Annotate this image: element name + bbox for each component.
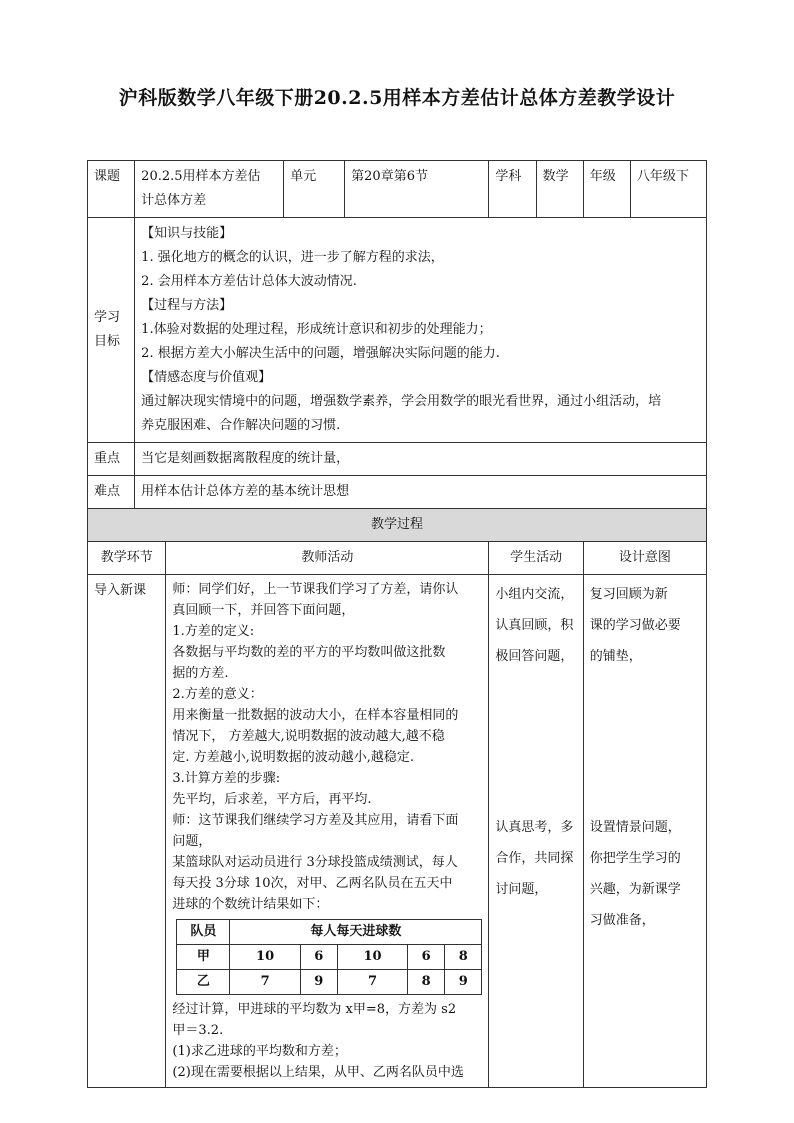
key-point-row [88,443,707,476]
objective-line: 2. 会用样本方差估计总体大波动情况. [141,274,357,289]
teacher-line: 经过计算，甲进球的平均数为 x甲=8，方差为 s2 [172,1002,457,1017]
score-header-player: 队员 [177,920,230,945]
student-line: 小组内交流， [495,587,574,602]
process-header: 教学过程 [88,509,707,542]
score-row-yi [177,970,482,995]
difficulty-label: 难点 [88,476,135,509]
document-title: 沪科版数学八年级下册20.2.5用样本方差估计总体方差教学设计 [118,87,676,109]
objectives-row [88,218,707,443]
teacher-line: 甲＝3.2. [172,1023,224,1038]
teacher-line: 每天投 3分球 10次，对甲、乙两名队员在五天中 [172,876,453,891]
process-header-row [88,509,707,542]
objective-line: 【知识与技能】 [141,226,233,241]
teacher-line: 1.方差的定义: [172,624,255,639]
topic-value: 20.2.5用样本方差估 计总体方差 [135,161,284,218]
design-line: 习做准备， [589,913,655,928]
teacher-line: (1)求乙进球的平均数和方差； [172,1044,347,1059]
key-point-value: 当它是刻画数据离散程度的统计量， [135,443,707,476]
col-stage: 教学环节 [88,542,166,575]
score-cell: 9 [300,970,337,995]
col-student: 学生活动 [489,542,583,575]
teacher-line: 用来衡量一批数据的波动大小，在样本容量相同的 [172,708,459,723]
student-line: 极回答问题， [495,649,574,664]
unit-value: 第20章第6节 [345,161,489,218]
player-name: 甲 [177,945,230,970]
student-line: 认真回顾，积 [495,618,574,633]
score-cell: 9 [445,970,482,995]
intro-row [88,575,707,1088]
score-cell: 6 [408,945,445,970]
objectives-label: 学习 目标 [88,218,135,443]
teacher-line: 2.方差的意义： [172,687,263,702]
unit-label: 单元 [284,161,345,218]
column-header-row [88,542,707,575]
score-cell: 7 [230,970,300,995]
grade-label: 年级 [583,161,630,218]
student-line: 讨问题， [495,882,548,897]
info-row [88,161,707,218]
teacher-line: 问题， [172,834,212,849]
design-line: 你把学生学习的 [589,851,681,866]
student-line: 合作，共同探 [495,851,574,866]
student-line: 认真思考，多 [495,820,574,835]
key-point-label: 重点 [88,443,135,476]
teacher-line: 真回顾一下，并回答下面问题， [172,603,355,618]
teacher-line: 师：同学们好，上一节课我们学习了方差，请你认 [172,582,459,597]
score-row-jia [177,945,482,970]
score-cell: 7 [337,970,407,995]
teacher-line: 先平均，后求差，平方后，再平均. [172,792,372,807]
score-cell: 10 [230,945,300,970]
objective-line: 1. 强化地方的概念的认识，进一步了解方程的求法， [141,250,444,265]
stage-name: 导入新课 [88,575,166,1088]
subject-value: 数学 [536,161,583,218]
teacher-line: 据的方差. [172,666,229,681]
design-line: 复习回顾为新 [589,587,668,602]
teacher-line: 各数据与平均数的差的平方的平均数叫做这批数 [172,645,446,660]
design-line: 设置情景问题， [589,820,681,835]
player-name: 乙 [177,970,230,995]
teacher-line: (2)现在需要根据以上结果，从甲、乙两名队员中选 [172,1065,464,1080]
student-activity [489,575,583,1088]
score-cell: 8 [408,970,445,995]
score-header-daily: 每人每天进球数 [230,920,482,945]
design-line: 兴趣，为新课学 [589,882,681,897]
teacher-line: 定. 方差越小,说明数据的波动越小,越稳定. [172,750,415,765]
objective-line: 通过解决现实情境中的问题，增强数学素养，学会用数学的眼光看世界，通过小组活动，培 [141,394,662,409]
teacher-line: 进球的个数统计结果如下： [172,897,329,912]
design-line: 的铺垫， [589,649,642,664]
objective-line: 【情感态度与价值观】 [141,370,272,385]
subject-label: 学科 [489,161,536,218]
design-line: 课的学习做必要 [589,618,681,633]
difficulty-value: 用样本估计总体方差的基本统计思想 [135,476,707,509]
col-design: 设计意图 [583,542,706,575]
score-cell: 10 [337,945,407,970]
topic-label: 课题 [88,161,135,218]
lesson-plan-table [87,160,707,1088]
objective-line: 1.体验对数据的处理过程，形成统计意识和初步的处理能力； [141,322,492,337]
teacher-line: 3.计算方差的步骤: [172,771,281,786]
teacher-activity [166,575,489,1088]
objective-line: 2. 根据方差大小解决生活中的问题，增强解决实际问题的能力. [141,346,500,361]
objective-line: 养克服困难、合作解决问题的习惯. [141,418,341,433]
objective-line: 【过程与方法】 [141,298,233,313]
score-cell: 6 [300,945,337,970]
teacher-line: 师：这节课我们继续学习方差及其应用，请看下面 [172,813,459,828]
grade-value: 八年级下 [630,161,706,218]
teacher-line: 某篮球队对运动员进行 3分球投篮成绩测试，每人 [172,855,458,870]
col-teacher: 教师活动 [166,542,489,575]
objectives-content [135,218,707,443]
difficulty-row [88,476,707,509]
score-table [176,919,482,995]
teacher-line: 情况下， 方差越大,说明数据的波动越大,越不稳 [172,729,445,744]
design-intent [583,575,706,1088]
score-cell: 8 [445,945,482,970]
